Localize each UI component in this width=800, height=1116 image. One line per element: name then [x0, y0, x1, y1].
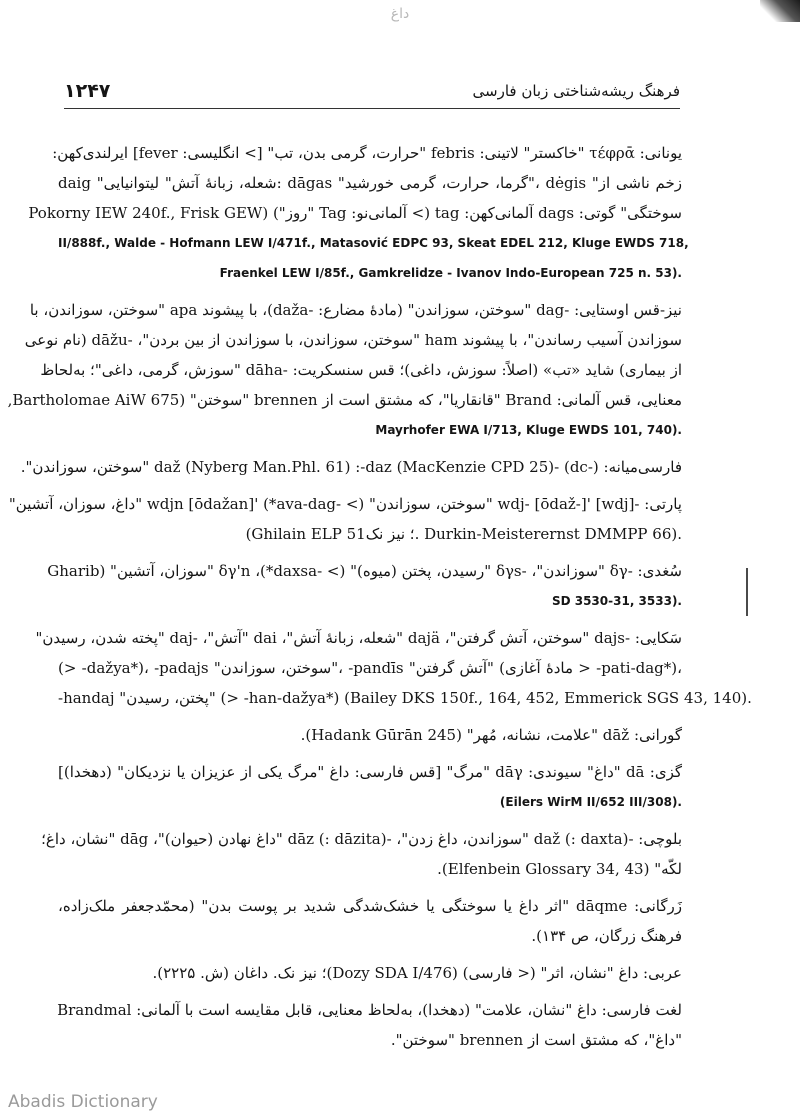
entry-khotanese — [35, 623, 752, 713]
entry-line: سُغدی: -δγ "سوزاندن"، -δγs "رسیدن، پختن (میوه)" (> -daxsa*)، δγ'n "سوزان، آتشین" (Gharib — [47, 562, 682, 580]
entry-line: فارسی‌میانه: (-dc) -daž (Nyberg Man.Phl. 61) :-daz (MacKenzie CPD 25) "سوختن، سوزاندن". — [20, 458, 682, 476]
entry-line: سَکایی: -dajs "سوختن، آتش گرفتن"، dajä "شعله، زبانهٔ آتش"، dai "آتش"، -daj "پخته شدن، رسیدن" — [35, 629, 682, 647]
entry-line: daig "شعله، زبانهٔ آتش" لیتوانیایی: dāgas "گرما، حرارت، گرمی خورشید"، dėgis "زخم ناشی از — [58, 174, 682, 192]
entry-line: لغت فارسی: داغ "نشان، علامت" (دهخدا)، به‌لحاظ معنایی، قابل مقایسه است با آلمانی: Brandmal — [57, 1001, 682, 1019]
entry-parthian — [8, 489, 682, 549]
entry-line: زَرگانی: dāqme "اثر داغ یا سوختگی یا خشک‌شدگی شدید بر پوست بدن" (محمّدجعفر ملک‌زاده، — [58, 897, 683, 915]
faint-head-word: داغ — [390, 6, 410, 22]
entry-line: بلوچی: -daž (: daxta) "سوزاندن، داغ زدن"، -dāz (: dāzita) "داغ نهادن (حیوان)"، dāg "نشان، داغ؛ — [41, 830, 682, 848]
entry-line: گورانی: dāž "علامت، نشانه، مُهر" (Hadank Gūrān 245). — [300, 726, 682, 744]
entry-line: II/888f., Walde - Hofmann LEW I/471f., Matasović EDPC 93, Skeat EDEL 212, Kluge EWDS 718, — [58, 236, 689, 250]
entry-line: SD 3530-31, 3533). — [551, 594, 682, 608]
entry-zargari — [58, 891, 682, 951]
entry-line: -handaj "پختن، رسیدن" (> -han-dažya*) (Bailey DKS 150f., 164, 452, Emmerick SGS 43, 140). — [58, 689, 752, 707]
entry-line: سوزاندن آسیب رساندن"، با پیشوند ham "سوختن، سوزاندن، با سوزاندن از بین بردن"، -dāžu (نام نوعی — [24, 331, 682, 349]
entry-line: سوختگی" گوتی: dags آلمانی‌کهن: tag (> آلمانی‌نو: Tag "روز") (Pokorny IEW 240f., Frisk GEW — [28, 204, 682, 222]
book-title: فرهنگ ریشه‌شناختی زبان فارسی — [472, 82, 680, 100]
entry-persian-lexicon — [58, 995, 682, 1055]
page-number: ۱۲۴۷ — [64, 80, 111, 102]
page-header — [64, 80, 680, 109]
entry-line: (Ghilain ELP 51؛ نیز نک. Durkin-Meisterernst DMMPP 66). — [245, 525, 682, 543]
entry-line: گزی: dā "داغ" سیوندی: dāγ "مرگ" [قس فارسی: داغ "مرگ یکی از عزیزان یا نزدیکان" (دهخدا)] — [58, 763, 682, 781]
entry-sogdian — [47, 556, 682, 616]
margin-mark — [746, 568, 748, 616]
entry-arabic — [58, 958, 682, 988]
entry-line: فرهنگ زرگان، ص ۱۳۴). — [531, 927, 682, 945]
entry-greek-latin-english — [28, 138, 689, 288]
watermark: Abadis Dictionary — [8, 1092, 158, 1112]
entry-line: Mayrhofer EWA I/713, Kluge EWDS 101, 740). — [375, 423, 682, 437]
entry-middle-persian — [20, 452, 682, 482]
entry-line: (> -dažya*)، -padajs "سوختن، سوزاندن"، -pandīs "آتش گرفتن" (مادهٔ آغازی > -pati-dag*)، — [58, 659, 682, 677]
entry-avestan-sanskrit — [7, 295, 682, 445]
entry-baluchi — [41, 824, 682, 884]
entry-line: از بیماری) شاید «تب» (اصلاً: سوزش، داغی)؛ قس سنسکریت: -dāha "سوزش، گرمی، داغی"؛ به‌لحاظ — [40, 361, 682, 379]
entry-line: معنایی، قس آلمانی: Brand "قانقاریا"، که مشتق است از brennen "سوختن" (Bartholomae AiW 675, — [7, 391, 682, 409]
entry-line: لکّه" (Elfenbein Glossary 34, 43). — [437, 860, 682, 878]
entry-line: یونانی: τέφρᾱ "خاکستر" لاتینی: febris "حرارت، گرمی بدن، تب" [> انگلیسی: fever] ایرلندی‌کهن: — [52, 144, 682, 162]
entry-line: "داغ"، که مشتق است از brennen "سوختن". — [390, 1031, 682, 1049]
entry-line: نیز-قس اوستایی: -dag "سوختن، سوزاندن" (مادهٔ مضارع: -daža)، با پیشوند apa "سوختن، سوزاندن، با — [29, 301, 682, 319]
dictionary-entry-body — [7, 138, 752, 1062]
entry-gazi-sivandi — [58, 757, 682, 817]
entry-line: Fraenkel LEW I/85f., Gamkrelidze - Ivanov Indo-European 725 n. 53). — [219, 266, 682, 280]
entry-line: پارتی: -[wdj] 'wdj- [ōdaž-] "سوختن، سوزاندن" (> -ava-dag*) 'wdjn [ōdažan] "داغ، سوزان، آتشین" — [8, 495, 682, 513]
entry-line: (Eilers WirM II/652 III/308). — [499, 795, 682, 809]
entry-gurani — [58, 720, 682, 750]
entry-line: عربی: داغ "نشان، اثر" (< فارسی) (Dozy SDA I/476)؛ نیز نک. داغان (ش. ۲۲۲۵). — [152, 964, 682, 982]
